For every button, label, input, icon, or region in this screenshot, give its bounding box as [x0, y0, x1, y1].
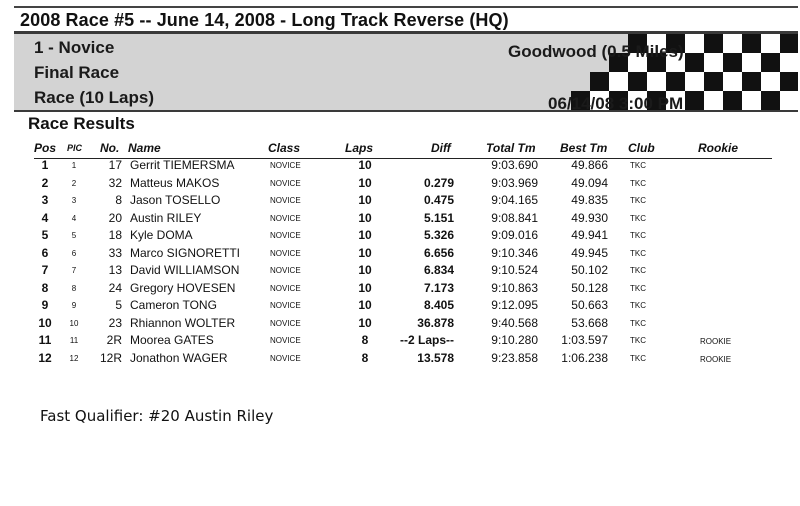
- cell-driver-name: Rhiannon WOLTER: [130, 315, 236, 330]
- checker-square: [647, 72, 666, 91]
- cell-kart-number: 20: [108, 210, 122, 225]
- cell-total-time: 9:10.346: [491, 245, 538, 260]
- col-pos: Pos: [34, 141, 57, 155]
- cell-pic: 8: [71, 283, 77, 293]
- cell-total-time: 9:03.969: [491, 175, 538, 190]
- cell-position: 1: [41, 158, 49, 172]
- cell-kart-number: 12R: [99, 350, 122, 365]
- cell-pic: 3: [71, 196, 77, 205]
- cell-kart-number: 2R: [106, 333, 122, 347]
- page-title: 2008 Race #5 -- June 14, 2008 - Long Track Reverse (HQ): [20, 10, 509, 30]
- checker-square: [723, 72, 742, 91]
- cell-class: NOVICE: [270, 196, 301, 205]
- cell-diff: 36.878: [417, 315, 454, 330]
- cell-laps: 10: [358, 175, 372, 190]
- checker-square: [685, 34, 704, 53]
- checker-square: [723, 53, 742, 72]
- cell-total-time: 9:09.016: [491, 228, 538, 242]
- col-total: Total Tm: [486, 141, 536, 155]
- cell-laps: 10: [358, 193, 372, 207]
- cell-best-time: 1:03.597: [561, 333, 608, 347]
- table-row: [0, 281, 800, 298]
- cell-position: 2: [41, 175, 49, 190]
- checker-square: [723, 34, 742, 53]
- cell-pic: 11: [69, 336, 79, 345]
- cell-position: 3: [41, 193, 49, 207]
- cell-diff: 0.475: [423, 193, 454, 207]
- checker-square: [761, 91, 780, 110]
- cell-kart-number: 24: [108, 280, 122, 295]
- cell-rookie: ROOKIE: [700, 354, 732, 364]
- cell-pic: 1: [71, 161, 77, 170]
- table-row: [0, 246, 800, 263]
- cell-club: TKC: [630, 336, 646, 345]
- cell-total-time: 9:10.280: [491, 333, 538, 347]
- cell-laps: 10: [358, 280, 372, 295]
- cell-club: TKC: [630, 301, 646, 310]
- cell-club: TKC: [630, 266, 646, 275]
- cell-best-time: 49.094: [571, 175, 608, 190]
- cell-class: NOVICE: [270, 318, 301, 328]
- track-name: Goodwood (0.5 Miles): [508, 42, 684, 61]
- cell-pic: 10: [69, 318, 79, 328]
- cell-best-time: 50.663: [571, 298, 608, 312]
- section-title: Race Results: [28, 114, 135, 133]
- cell-club: TKC: [630, 318, 646, 328]
- cell-position: 4: [41, 210, 49, 225]
- cell-club: TKC: [630, 283, 646, 293]
- cell-laps: 10: [358, 263, 372, 277]
- cell-kart-number: 18: [108, 228, 122, 242]
- cell-diff: 7.173: [423, 280, 454, 295]
- cell-kart-number: 23: [108, 315, 122, 330]
- cell-laps: 8: [361, 333, 369, 347]
- col-laps: Laps: [345, 141, 374, 155]
- table-row: [0, 176, 800, 193]
- checker-square: [761, 72, 780, 91]
- cell-diff: 5.151: [423, 210, 454, 225]
- cell-rookie: ROOKIE: [700, 337, 732, 346]
- cell-club: TKC: [630, 353, 646, 363]
- cell-driver-name: Marco SIGNORETTI: [130, 245, 241, 260]
- cell-position: 11: [38, 333, 52, 347]
- title-bar: [14, 6, 798, 33]
- checker-square: [742, 91, 761, 110]
- checker-square: [590, 72, 609, 91]
- table-row: [0, 333, 800, 350]
- checker-square: [780, 72, 798, 91]
- cell-club: TKC: [630, 213, 646, 223]
- cell-class: NOVICE: [270, 336, 301, 345]
- checker-square: [742, 72, 761, 91]
- checker-square: [704, 91, 723, 110]
- cell-laps: 8: [361, 350, 369, 365]
- table-row: [0, 351, 800, 368]
- cell-total-time: 9:10.863: [491, 280, 538, 295]
- col-name: Name: [128, 141, 161, 155]
- race-header-box: [14, 31, 798, 112]
- cell-diff: 6.834: [423, 263, 454, 277]
- cell-driver-name: Jonathon WAGER: [130, 350, 228, 365]
- cell-club: TKC: [630, 196, 646, 205]
- cell-position: 6: [41, 245, 49, 260]
- cell-best-time: 50.128: [571, 280, 608, 295]
- cell-position: 12: [38, 350, 52, 365]
- checker-square: [666, 72, 685, 91]
- cell-club: TKC: [630, 248, 646, 258]
- cell-laps: 10: [358, 228, 372, 242]
- cell-driver-name: Gregory HOVESEN: [130, 280, 236, 295]
- cell-total-time: 9:40.568: [491, 315, 538, 330]
- cell-diff: --2 Laps--: [400, 333, 454, 347]
- cell-driver-name: David WILLIAMSON: [130, 263, 240, 277]
- cell-class: NOVICE: [270, 248, 301, 258]
- checker-square: [685, 53, 704, 72]
- cell-kart-number: 33: [108, 245, 122, 260]
- checker-square: [723, 91, 742, 110]
- cell-class: NOVICE: [270, 213, 301, 223]
- cell-laps: 10: [358, 315, 372, 330]
- cell-diff: 0.279: [423, 175, 454, 190]
- cell-total-time: 9:03.690: [491, 158, 538, 172]
- cell-driver-name: Moorea GATES: [130, 333, 214, 347]
- cell-driver-name: Cameron TONG: [130, 298, 217, 312]
- cell-pic: 2: [71, 178, 77, 188]
- table-row: [0, 158, 800, 175]
- col-club: Club: [628, 141, 655, 155]
- cell-total-time: 9:12.095: [491, 298, 538, 312]
- cell-best-time: 49.835: [571, 193, 608, 207]
- cell-laps: 10: [358, 158, 372, 172]
- cell-pic: 7: [71, 266, 77, 275]
- class-line: 1 - Novice: [34, 38, 115, 57]
- cell-total-time: 9:08.841: [491, 210, 538, 225]
- cell-class: NOVICE: [270, 266, 301, 275]
- checker-square: [761, 34, 780, 53]
- cell-pic: 12: [69, 353, 79, 363]
- fast-qualifier: Fast Qualifier: #20 Austin Riley: [40, 407, 274, 425]
- cell-position: 8: [41, 280, 49, 295]
- checker-square: [704, 53, 723, 72]
- cell-total-time: 9:04.165: [491, 193, 538, 207]
- cell-position: 5: [41, 228, 49, 242]
- cell-total-time: 9:23.858: [491, 350, 538, 365]
- cell-club: TKC: [630, 161, 646, 170]
- checker-square: [628, 72, 647, 91]
- cell-best-time: 49.945: [571, 245, 608, 260]
- cell-club: TKC: [630, 178, 646, 188]
- col-rookie: Rookie: [698, 141, 739, 155]
- table-row: [0, 263, 800, 280]
- cell-pic: 5: [71, 231, 77, 240]
- table-row: [0, 193, 800, 210]
- table-row: [0, 298, 800, 315]
- cell-diff: 5.326: [423, 228, 454, 242]
- cell-kart-number: 17: [108, 158, 122, 172]
- cell-laps: 10: [358, 298, 372, 312]
- table-row: [0, 228, 800, 245]
- checker-square: [780, 91, 798, 110]
- cell-pic: 4: [71, 213, 77, 223]
- checker-square: [761, 53, 780, 72]
- cell-laps: 10: [358, 245, 372, 260]
- cell-kart-number: 13: [108, 263, 122, 277]
- checker-square: [609, 72, 628, 91]
- cell-class: NOVICE: [270, 353, 301, 363]
- cell-driver-name: Jason TOSELLO: [130, 193, 221, 207]
- cell-position: 7: [41, 263, 49, 277]
- cell-position: 9: [41, 298, 49, 312]
- cell-kart-number: 32: [108, 175, 122, 190]
- cell-diff: 8.405: [423, 298, 454, 312]
- cell-best-time: 1:06.238: [561, 350, 608, 365]
- col-best: Best Tm: [560, 141, 608, 155]
- checker-square: [704, 34, 723, 53]
- col-no: No.: [100, 141, 120, 155]
- col-pic: PIC: [67, 143, 83, 153]
- cell-total-time: 9:10.524: [491, 263, 538, 277]
- cell-pic: 6: [71, 248, 77, 258]
- cell-kart-number: 5: [115, 298, 122, 312]
- cell-best-time: 50.102: [571, 263, 608, 277]
- cell-laps: 10: [358, 210, 372, 225]
- col-class: Class: [268, 141, 301, 155]
- cell-class: NOVICE: [270, 231, 301, 240]
- cell-class: NOVICE: [270, 301, 301, 310]
- race-info-line: Race (10 Laps): [34, 88, 154, 107]
- cell-class: NOVICE: [270, 161, 301, 170]
- checker-square: [780, 53, 798, 72]
- cell-driver-name: Matteus MAKOS: [130, 175, 220, 190]
- cell-driver-name: Kyle DOMA: [130, 228, 193, 242]
- session-line: Final Race: [34, 63, 120, 82]
- col-diff: Diff: [431, 141, 451, 155]
- table-row: [0, 316, 800, 333]
- checker-square: [742, 34, 761, 53]
- cell-best-time: 49.866: [571, 158, 608, 172]
- cell-best-time: 49.941: [571, 228, 608, 242]
- checker-square: [780, 34, 798, 53]
- checker-square: [685, 72, 704, 91]
- checker-square: [742, 53, 761, 72]
- checker-square: [685, 91, 704, 110]
- table-row: [0, 211, 800, 228]
- race-datetime: 06/14/08 3:00 PM: [548, 94, 684, 113]
- cell-club: TKC: [630, 231, 646, 240]
- cell-diff: 6.656: [423, 245, 454, 260]
- cell-driver-name: Gerrit TIEMERSMA: [130, 158, 235, 172]
- cell-position: 10: [38, 315, 52, 330]
- cell-diff: 13.578: [417, 350, 454, 365]
- checker-square: [704, 72, 723, 91]
- cell-driver-name: Austin RILEY: [130, 210, 202, 225]
- cell-best-time: 53.668: [571, 315, 608, 330]
- cell-best-time: 49.930: [571, 210, 608, 225]
- cell-kart-number: 8: [115, 193, 122, 207]
- cell-pic: 9: [71, 301, 77, 310]
- cell-class: NOVICE: [270, 283, 301, 293]
- cell-class: NOVICE: [270, 178, 301, 188]
